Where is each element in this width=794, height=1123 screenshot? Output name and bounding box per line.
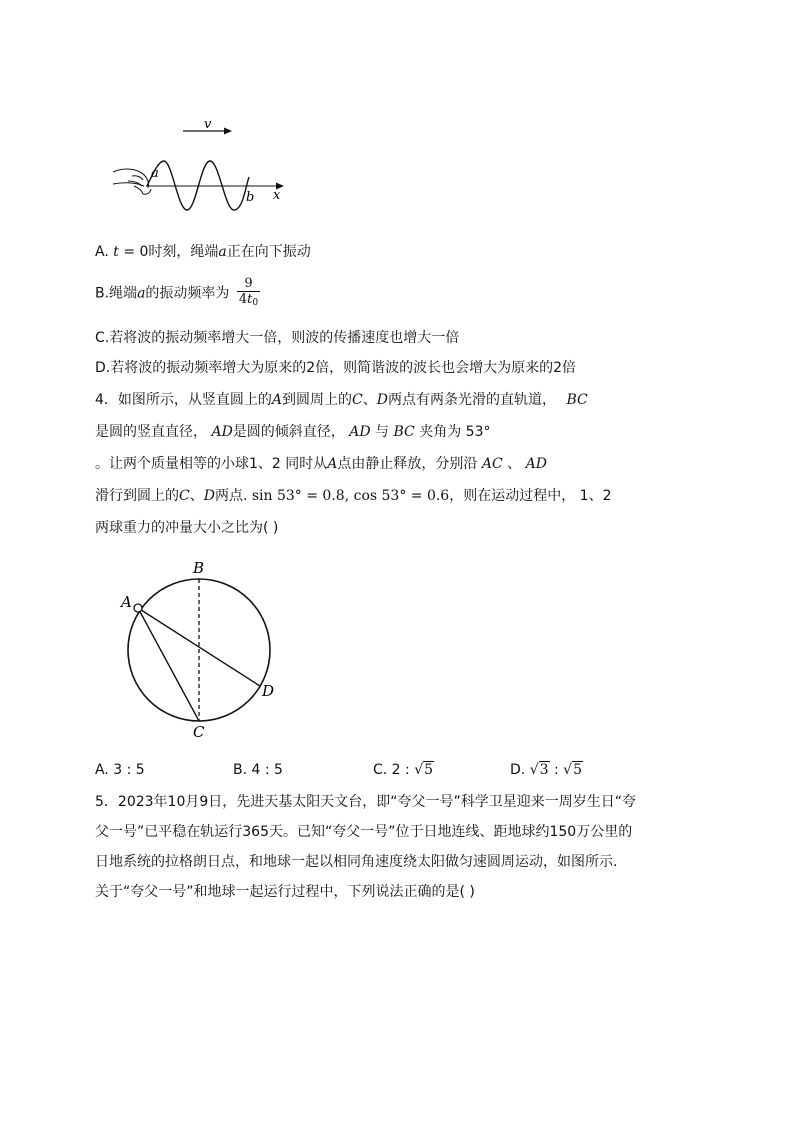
q4-option-a: A. 3 : 5 [95,762,145,778]
q3b-frac-den [237,292,260,311]
q3a-var-t: t [113,244,119,260]
q4-line-1 [95,390,588,410]
circle-label-A: A [121,593,132,611]
q4-l1-BC: BC [566,392,588,408]
point-a-label: a [151,166,159,181]
track-AD [138,608,260,686]
q4d-radicand-1: 3 [539,762,549,778]
q4-l3-A: A [327,456,338,472]
q3-option-b [95,276,260,311]
q3a-prefix: A. [95,244,109,260]
q5-line-3: 日地系统的拉格朗日点，和地球一起以相同角速度绕太阳做匀速圆周运动，如图所示. [95,854,618,870]
q3b-fraction [237,276,260,311]
q3b-den-var: t [247,292,253,307]
q3a-text2: 正在向下振动 [226,244,311,260]
q4-line-4 [95,486,611,506]
q3-option-d: D.若将波的振动频率增大为原来的2倍，则简谐波的波长也会增大为原来的2倍 [95,360,577,376]
q4-option-c: C. 2 : √5 [373,762,434,778]
q4-line-5: 两球重力的冲量大小之比为( ) [95,520,279,536]
q4d-radicand-2: 5 [573,762,582,778]
q4-l1-A: A [271,392,283,408]
x-axis-label: x [273,188,281,203]
circle-label-D: D [262,682,275,700]
q5-line-2: 父一号”已平稳在轨运行365天。已知“夸父一号”位于日地连线、距地球约150万公里的 [95,824,633,840]
q4-l2-AD: AD [211,424,233,440]
q5-line-4: 关于“夸父一号”和地球一起运行过程中，下列说法正确的是( ) [95,884,475,900]
q4-l4-b: 、 [189,488,204,504]
q4-l2-d: 夹角为 53° [419,424,491,440]
q4-l2-AD2: AD [349,424,371,440]
q4-l3-AC: AC [481,456,503,472]
q4-l2-c: 与 [375,424,390,440]
q4-l4-D: D [203,488,215,504]
q4-l4-d: ，则在运动过程中， 1、2 [449,488,612,504]
q4-l1-C: C [352,392,363,408]
q4-l3-b: 点由静止释放，分别沿 [337,456,478,472]
q4-line-3 [95,454,547,474]
q4-l3-a: 。让两个质量相等的小球1、2 同时从 [95,456,328,472]
circle-figure [119,559,274,741]
circle-label-C: C [193,723,205,741]
q3a-text: 时刻，绳端 [148,244,219,260]
q4-l1-d: 两点有两条光滑的直轨道， [388,392,556,408]
q4d-sep: : [549,762,564,778]
q4-l2-b: 是圆的倾斜直径， [232,424,345,440]
ball-at-A [134,604,142,612]
q4-l4-math: sin 53° = 0.8, cos 53° = 0.6 [251,488,450,504]
q3b-text: 的振动频率为 [145,285,230,302]
q3b-frac-num: 9 [237,276,260,292]
q3b-den-coef: 4 [238,292,248,307]
velocity-arrowhead [224,128,232,135]
q4-l3-AD: AD [525,456,547,472]
q4-l1-b: 到圆周上的 [282,392,353,408]
q4c-prefix: C. 2 : [373,762,415,778]
q3-option-a [95,242,311,262]
q4-l1-D: D [376,392,388,408]
q4-l2-a: 是圆的竖直直径， [95,424,207,440]
hand-icon [113,169,151,194]
q3a-var-a: a [218,244,227,260]
q4d-prefix: D. [510,762,530,778]
circle-label-B: B [193,559,205,577]
q3b-prefix: B.绳端 [95,285,138,302]
q4-l3-c: 、 [507,456,522,472]
q4-l4-c: 两点. [214,488,248,504]
q3b-den-sub: 0 [252,298,259,308]
velocity-label: v [204,117,212,132]
q4-option-d: D. √3 : √5 [510,762,582,778]
point-b-label: b [246,190,255,205]
q4-l2-BC: BC [393,424,415,440]
q3a-eq: = 0 [118,244,149,260]
q4-l4-C: C [179,488,190,504]
q4-l1-a: 4．如图所示，从竖直圆上的 [95,392,272,408]
q3-option-c: C.若将波的振动频率增大一倍，则波的传播速度也增大一倍 [95,330,460,346]
q4-line-2 [95,422,490,442]
q5-line-1: 5．2023年10月9日，先进天基太阳天文台，即“夸父一号”科学卫星迎来一周岁生日“夸 [95,794,637,810]
q4-l4-a: 滑行到圆上的 [95,488,179,504]
q3b-var-a: a [137,285,146,302]
q4-option-b: B. 4 : 5 [233,762,283,778]
track-AC [138,608,199,721]
q4c-radicand: 5 [424,762,434,778]
q4-l1-c: 、 [362,392,377,408]
